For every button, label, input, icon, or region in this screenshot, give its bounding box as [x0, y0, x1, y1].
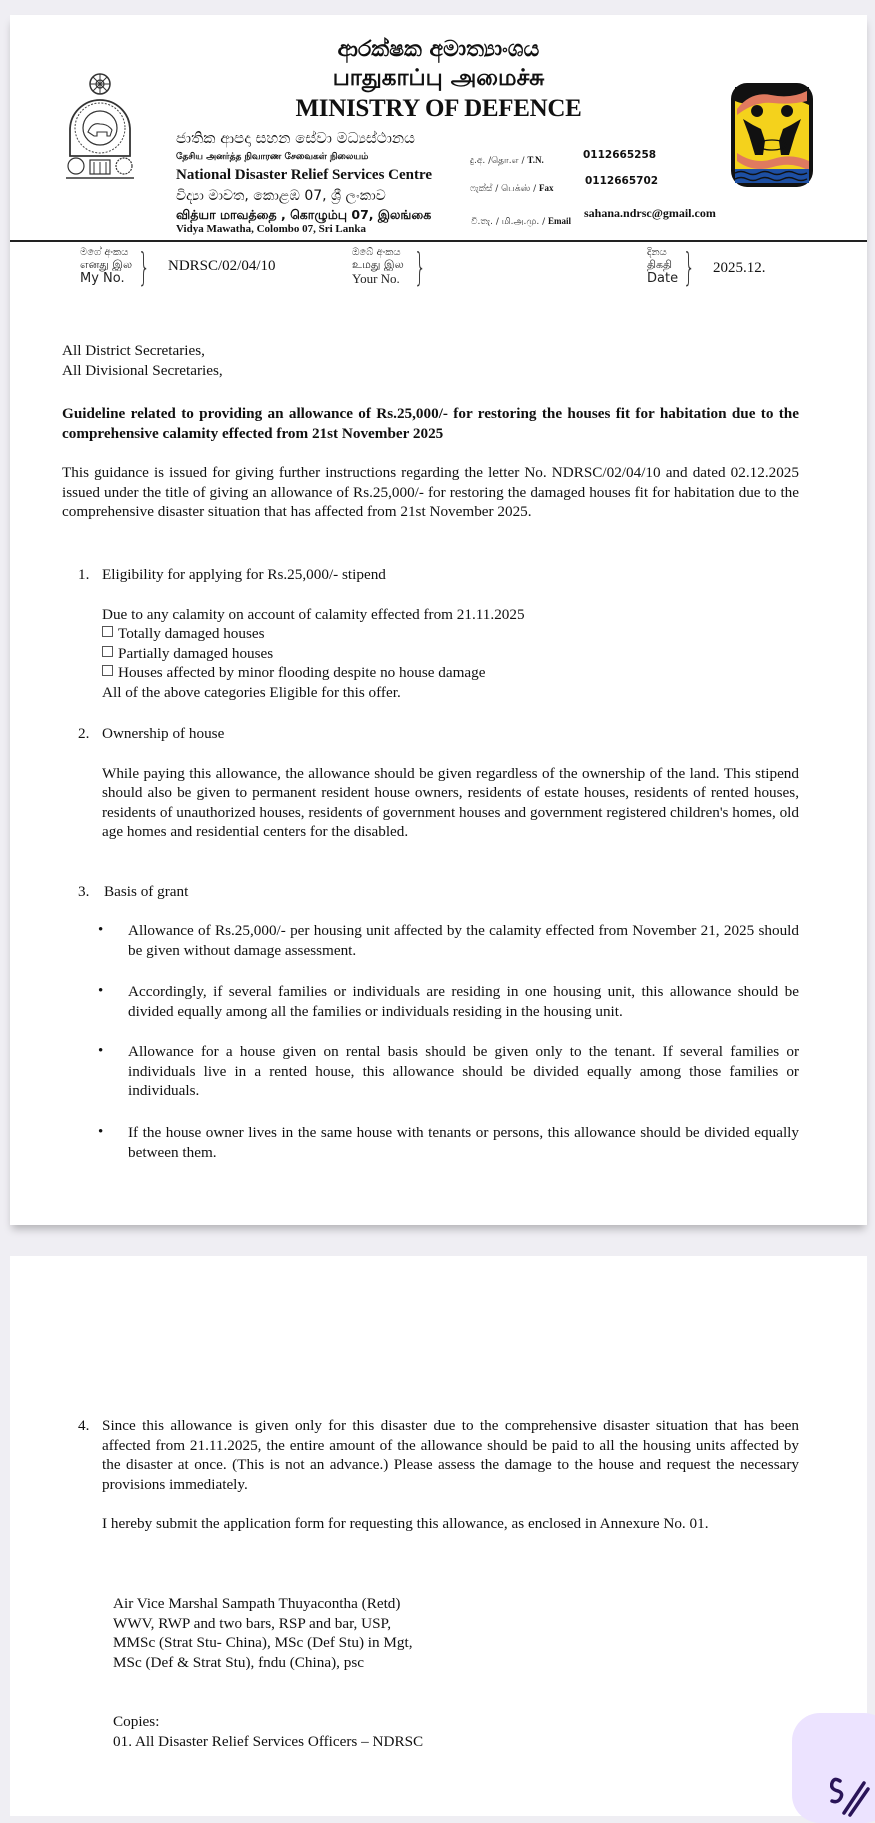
your-no-labels [352, 247, 404, 286]
copies-label: Copies: [113, 1713, 160, 1730]
ndrsc-logo-icon [729, 81, 815, 189]
your-no-label-si: ඔබේ අංකය [352, 247, 401, 258]
contact-phone [470, 150, 544, 168]
org-name-tamil: தேசிய அனர்த்த நிவாரண சேவைகள் நிலையம் [176, 152, 369, 162]
section-1 [78, 565, 798, 702]
signatory-qualifications: MMSc (Strat Stu- China), MSc (Def Stu) in Mgt, [113, 1634, 413, 1651]
bullet-item: • Allowance of Rs.25,000/- per housing unit affected by the calamity effected from November 21, 2025 should be given without damage assessment. [98, 922, 799, 959]
bullet-icon: • [98, 983, 104, 999]
section-title: Eligibility for applying for Rs.25,000/- stipend [102, 566, 386, 583]
section-body: While paying this allowance, the allowance should be given regardless of the ownership of the land. This stipend should also be given to permanent resident house owners, residents of estate houses, residents of rented houses, residents of unauthorized houses, residents of government houses and government registered children's homes, old age homes and residential centers for the disabled. [102, 764, 799, 840]
address-sinhala: විද්‍යා මාවත, කොළඹ 07, ශ්‍රී ලංකාව [176, 188, 386, 204]
address-tamil: வித்யா மாவத்தை , கொழும்பு 07, இலங்கை [176, 207, 432, 222]
date-value: 2025.12. [713, 260, 766, 276]
date-label-en: Date [647, 271, 679, 286]
ministry-title-tamil: பாதுகாப்பு அமைச்சு [332, 65, 545, 91]
address-english: Vidya Mawatha, Colombo 07, Sri Lanka [176, 223, 366, 235]
email-label: වි.තැ. / மி.அ.மு. / Email [471, 216, 571, 227]
edit-fab-button[interactable] [792, 1713, 875, 1823]
section-number: 1. [78, 566, 90, 583]
brace-icon: } [414, 245, 427, 289]
bullet-icon: • [98, 1124, 104, 1140]
bullet-item: • If the house owner lives in the same house with tenants or persons, this allowance should be divided equally between them. [98, 1124, 799, 1161]
section-closing: All of the above categories Eligible for this offer. [102, 683, 401, 701]
header-divider [10, 240, 867, 242]
section-4 [78, 1416, 799, 1534]
date-labels [647, 247, 678, 286]
signatory-qualifications: MSc (Def & Strat Stu), fndu (China), psc [113, 1653, 364, 1671]
section-title: Basis of grant [104, 883, 189, 900]
phone-value: 0112665258 [583, 149, 657, 161]
my-no-value: NDRSC/02/04/10 [168, 258, 276, 274]
org-name-sinhala: ජාතික ආපදා සහන සේවා මධ්‍යස්ථානය [176, 129, 415, 147]
edit-pen-icon [830, 1773, 870, 1817]
date-label-si: දිනය [647, 247, 667, 258]
section-title: Ownership of house [102, 725, 225, 742]
bullet-item: • Allowance for a house given on rental basis should be given only to the tenant. If several families or individuals live in a rented house, this allowance should be divided equally among those families or individuals. [98, 1043, 799, 1099]
signatory-name: Air Vice Marshal Sampath Thuyacontha (Retd) [113, 1595, 401, 1612]
ministry-title-sinhala: ආරක්ෂක අමාත්‍යාංශය [337, 37, 540, 62]
section-number: 2. [78, 725, 90, 742]
subject-line: Guideline related to providing an allowance of Rs.25,000/- for restoring the houses fit for habitation due to the comprehensive calamity effected from 21st November 2025 [62, 405, 799, 442]
section-body: Since this allowance is given only for this disaster due to the comprehensive disaster situation that has been affected from 21.11.2025, the entire amount of the allowance should be paid to all the housing units affected by the disaster at once. (This is not an advance.) Please assess the damage to the house and request the necessary provisions immediately. [102, 1417, 799, 1493]
checklist-item: Partially damaged houses [102, 644, 798, 664]
ministry-title-english: MINISTRY OF DEFENCE [295, 95, 582, 122]
section-2 [78, 724, 799, 842]
checklist-item: Houses affected by minor flooding despite no house damage [102, 663, 798, 683]
bullet-icon: • [98, 1043, 104, 1059]
contact-fax [470, 178, 554, 196]
signature-block [113, 1594, 413, 1672]
annex-note: I hereby submit the application form for requesting this allowance, as enclosed in Annexure No. 01. [102, 1515, 709, 1532]
checkbox-icon [102, 665, 113, 676]
document-page-2 [10, 1256, 867, 1816]
section-3 [78, 882, 799, 902]
contact-email [471, 211, 571, 229]
your-no-label-en: Your No. [352, 271, 400, 286]
fax-value: 0112665702 [585, 175, 659, 187]
intro-paragraph: This guidance is issued for giving further instructions regarding the letter No. NDRSC/02/04/10 and dated 02.12.2025 issued under the title of giving an allowance of Rs.25,000/- for restoring the damaged houses fit for habitation due to the comprehensive disaster situation that has affected from 21st November 2025. [62, 464, 799, 520]
my-no-label-ta: எனது இல [80, 258, 133, 271]
section-number: 3. [78, 883, 90, 900]
brace-icon: } [683, 245, 696, 289]
your-no-label-ta: உமது இல [352, 258, 404, 271]
section-number: 4. [78, 1417, 90, 1434]
brace-icon: } [138, 245, 151, 289]
phone-label: දු.අ. /தொ.எ / T.N. [470, 155, 544, 166]
my-no-label-en: My No. [80, 271, 125, 286]
fax-label: ෆැක්ස් / பெக்ஸ் / Fax [470, 183, 554, 194]
document-page-1 [10, 15, 867, 1225]
signatory-honours: WWV, RWP and two bars, RSP and bar, USP, [113, 1614, 392, 1632]
checkbox-icon [102, 646, 113, 657]
my-no-labels [80, 247, 132, 286]
checkbox-icon [102, 626, 113, 637]
copies-block [113, 1712, 423, 1751]
email-value[interactable]: sahana.ndrsc@gmail.com [584, 206, 716, 220]
bullet-item: • Accordingly, if several families or individuals are residing in one housing unit, this allowance should be divided equally among all the families or individuals residing in the housing unit. [98, 983, 799, 1020]
copies-item: 01. All Disaster Relief Services Officers – NDRSC [113, 1732, 424, 1750]
my-no-label-si: මගේ අංකය [80, 247, 129, 258]
addressee-list [62, 341, 223, 380]
date-label-ta: திகதி [647, 258, 673, 271]
org-name-english: National Disaster Relief Services Centre [176, 167, 433, 183]
section-lead: Due to any calamity on account of calamity effected from 21.11.2025 [102, 605, 525, 623]
bullet-icon: • [98, 922, 104, 938]
addressee-divisional: All Divisional Secretaries, [62, 361, 223, 379]
checklist-item: Totally damaged houses [102, 624, 798, 644]
addressee-district: All District Secretaries, [62, 342, 205, 359]
